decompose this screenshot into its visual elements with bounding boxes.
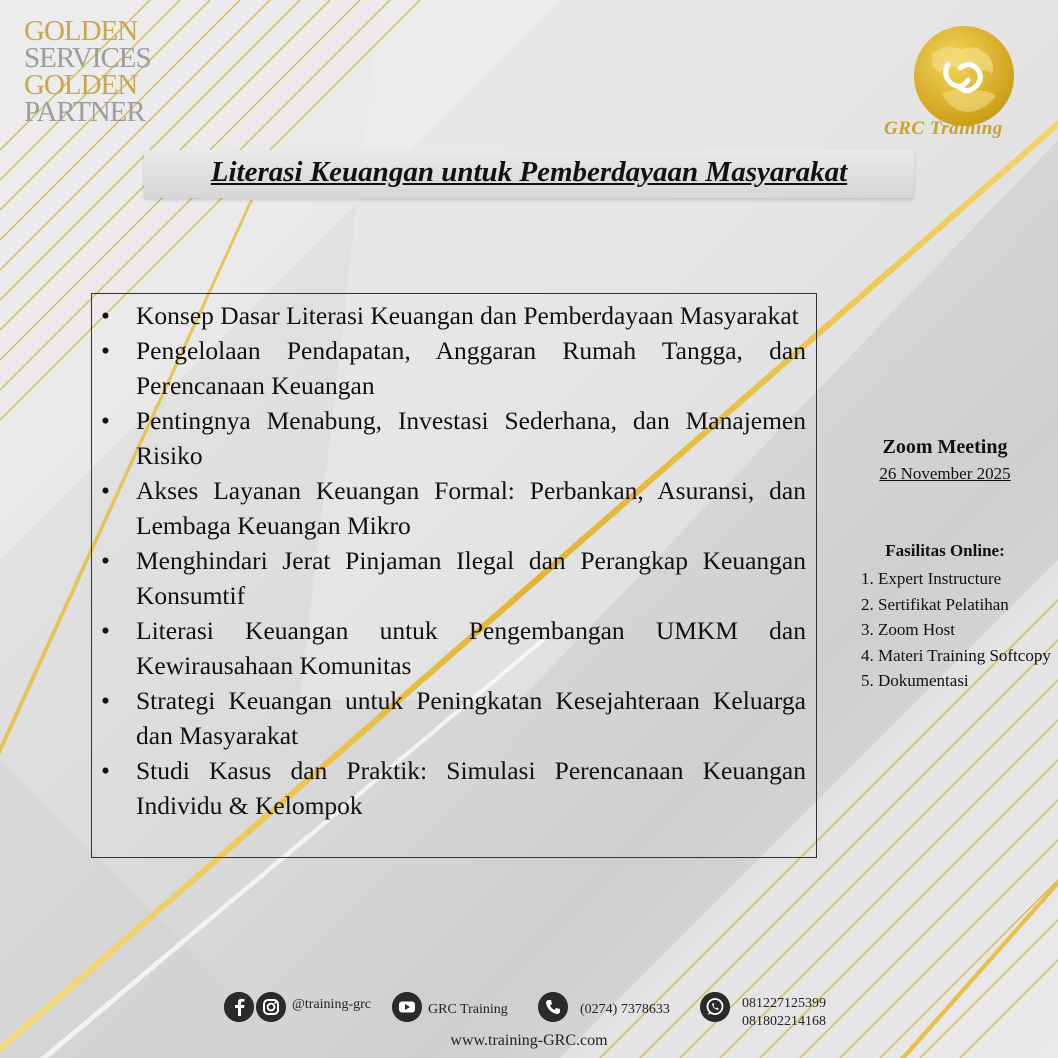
topic-item: • Pengelolaan Pendapatan, Anggaran Rumah Tangga, dan Perencanaan Keuangan — [136, 333, 806, 403]
page-title: Literasi Keuangan untuk Pemberdayaan Masyarakat — [210, 156, 848, 188]
event-mode: Zoom Meeting — [882, 436, 1008, 458]
topic-item: • Literasi Keuangan untuk Pengembangan UMKM dan Kewirausahaan Komunitas — [136, 613, 806, 683]
topic-item: • Akses Layanan Keuangan Formal: Perbankan, Asuransi, dan Lembaga Keuangan Mikro — [136, 473, 806, 543]
footer — [0, 992, 1058, 1058]
grc-globe-logo-icon — [912, 24, 1016, 128]
youtube-icon[interactable] — [392, 992, 422, 1022]
facility-item: 2. Sertifikat Pelatihan — [878, 592, 1058, 618]
tagline — [24, 15, 154, 128]
facility-item: 5. Dokumentasi — [878, 668, 1058, 694]
topic-item: • Strategi Keuangan untuk Peningkatan Kesejahteraan Keluarga dan Masyarakat — [136, 683, 806, 753]
tagline-line-3: GOLDEN — [24, 69, 138, 101]
facilities-title: Fasilitas Online: — [885, 541, 1005, 560]
instagram-icon[interactable] — [256, 992, 286, 1022]
event-date: 26 November 2025 — [879, 464, 1011, 483]
topic-item: • Konsep Dasar Literasi Keuangan dan Pemberdayaan Masyarakat — [136, 298, 806, 333]
facility-item: 3. Zoom Host — [878, 617, 1058, 643]
title-banner — [144, 150, 914, 198]
facilities-list — [852, 566, 1058, 694]
phone-icon[interactable] — [538, 992, 568, 1022]
whatsapp-icon[interactable] — [700, 992, 730, 1022]
facebook-icon[interactable] — [224, 992, 254, 1022]
tagline-line-2: SERVICES — [24, 42, 151, 74]
facility-item: 1. Expert Instructure — [878, 566, 1058, 592]
youtube-channel[interactable]: GRC Training — [428, 1002, 508, 1017]
tagline-line-4: PARTNER — [24, 96, 145, 128]
topics-box — [91, 293, 817, 858]
whatsapp-number-1[interactable]: 081227125399 — [742, 996, 826, 1011]
topic-item: • Pentingnya Menabung, Investasi Sederhana, dan Manajemen Risiko — [136, 403, 806, 473]
topic-item: • Menghindari Jerat Pinjaman Ilegal dan Perangkap Keuangan Konsumtif — [136, 543, 806, 613]
brand-name: GRC Training — [884, 118, 1003, 139]
topic-item: • Studi Kasus dan Praktik: Simulasi Perencanaan Keuangan Individu & Kelompok — [136, 753, 806, 823]
topics-list — [92, 294, 816, 823]
whatsapp-number-2[interactable]: 081802214168 — [742, 1014, 826, 1029]
phone-number[interactable]: (0274) 7378633 — [580, 1002, 670, 1017]
tagline-line-1: GOLDEN — [24, 15, 138, 47]
instagram-handle[interactable]: @training-grc — [292, 997, 371, 1012]
facility-item: 4. Materi Training Softcopy — [878, 643, 1058, 669]
website-link[interactable]: www.training-GRC.com — [450, 1032, 608, 1049]
